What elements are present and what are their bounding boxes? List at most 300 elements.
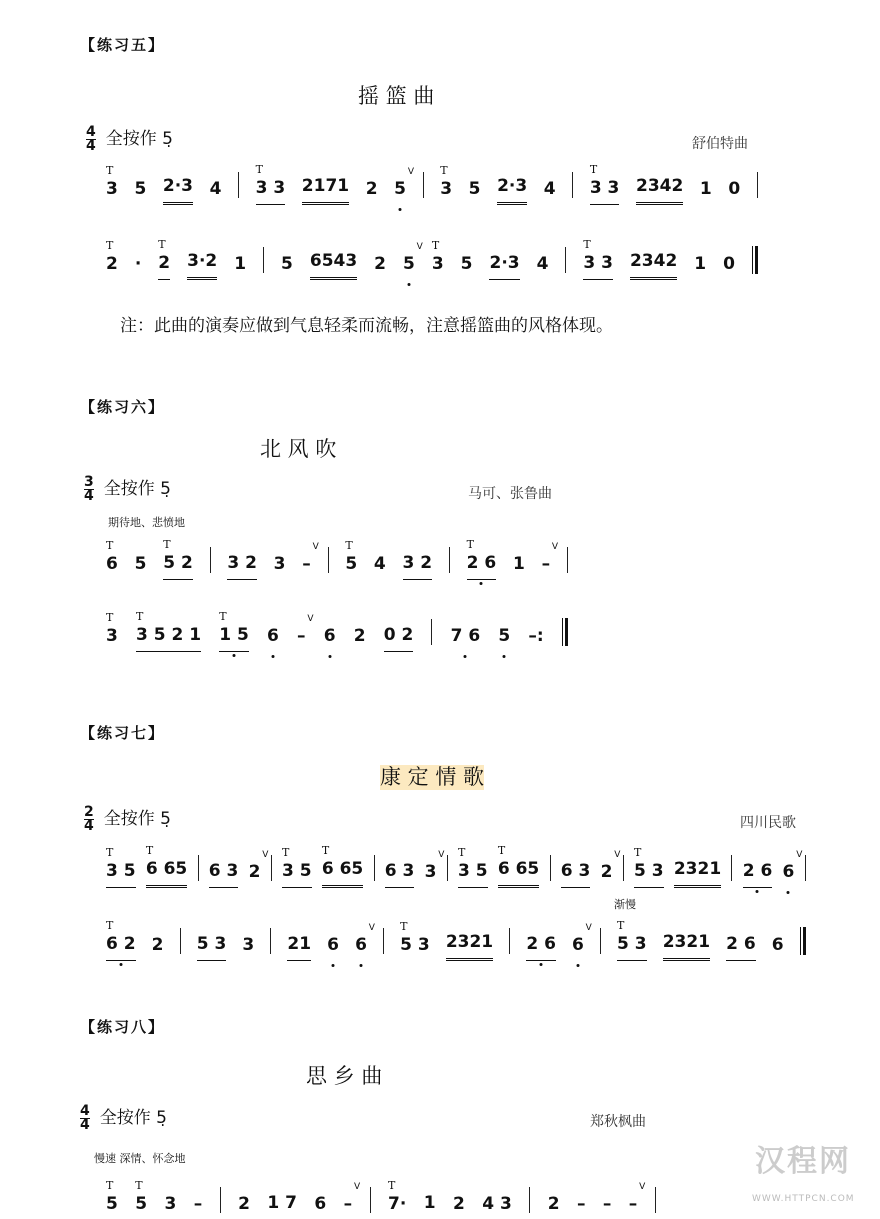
note-text: 5 [403, 254, 415, 274]
note [772, 935, 784, 961]
key-indication: 全按作 5̣ [99, 1108, 167, 1129]
note [134, 179, 146, 205]
note [302, 542, 319, 580]
note-text: 1 [512, 554, 525, 574]
note [219, 610, 249, 652]
song-title: 康 定 情 歌 [380, 765, 485, 789]
tempo-marking: 渐慢 [614, 898, 636, 911]
tongue-mark: T [466, 538, 474, 551]
note-text: 2 6 [726, 934, 756, 954]
note-text: 0 [723, 254, 735, 274]
note-text: 3 [106, 179, 118, 199]
note [327, 935, 339, 961]
barline [220, 1187, 221, 1213]
barline [550, 855, 551, 881]
time-signature: $\frac{2}{4}$ [84, 804, 94, 834]
meter [86, 126, 173, 153]
note [194, 1194, 203, 1219]
note [106, 239, 118, 280]
note [528, 626, 543, 652]
note [355, 923, 375, 961]
note-text: –: [528, 626, 544, 646]
key-indication: 全按作 5̣ [105, 129, 173, 150]
note [106, 919, 136, 961]
low-octave-dot [756, 890, 759, 893]
note-text: – [541, 554, 551, 574]
tongue-mark: T [219, 610, 227, 623]
note [354, 626, 366, 652]
low-octave-dot [480, 582, 483, 585]
note [145, 844, 188, 888]
note [600, 850, 621, 888]
note-text: 3 3 [589, 178, 620, 198]
note-text: 6 [782, 862, 795, 882]
note [135, 554, 147, 580]
note-text: 3 5 2 1 [136, 625, 202, 645]
note-text: 2·3 [162, 176, 193, 196]
song-title: 思 乡 曲 [306, 1064, 383, 1088]
breath-mark: V [796, 850, 803, 860]
low-octave-dot [233, 654, 236, 657]
tongue-mark: T [388, 1179, 396, 1192]
breath-mark: V [354, 1182, 361, 1192]
note [106, 611, 118, 652]
note [106, 1179, 118, 1219]
note [498, 626, 510, 652]
tempo-direction: 期待地、悲愤地 [108, 516, 185, 529]
note [163, 538, 193, 580]
music-line [106, 1180, 656, 1219]
barline [449, 547, 450, 573]
tongue-mark: T [106, 919, 114, 932]
barline [198, 855, 199, 881]
note [163, 176, 193, 205]
note [321, 844, 364, 888]
note [248, 850, 269, 888]
note [310, 251, 357, 280]
note-text: 3 2 [402, 553, 433, 573]
note [384, 625, 414, 652]
barline [757, 172, 758, 198]
note [424, 850, 445, 888]
note [403, 553, 433, 580]
breath-mark: V [438, 850, 445, 860]
low-octave-dot [360, 964, 363, 967]
note-text: 5 2 [163, 553, 193, 573]
note-text: 2 [238, 1194, 250, 1214]
tongue-mark: T [400, 920, 408, 933]
note-text: 3 [242, 935, 255, 955]
note-text: 2171 [301, 176, 350, 196]
watermark-logo: 汉程网 [755, 1144, 851, 1179]
note [343, 1182, 361, 1219]
note [403, 242, 423, 280]
note [424, 1193, 436, 1219]
note [726, 934, 756, 961]
final-barline [562, 618, 568, 646]
barline [180, 928, 181, 954]
note [451, 626, 481, 652]
note-text: 2 6 [526, 934, 556, 954]
low-octave-dot [576, 964, 579, 967]
music-line [106, 844, 806, 888]
note-text: 3 3 [255, 178, 286, 198]
note [238, 1194, 250, 1219]
note [663, 932, 710, 961]
tongue-mark: T [106, 611, 114, 624]
time-signature: $\frac{3}{4}$ [84, 474, 94, 504]
music-line [106, 165, 758, 205]
tongue-mark: T [458, 846, 466, 859]
note [526, 934, 556, 961]
note [242, 935, 254, 961]
note-text: 4 [209, 179, 222, 199]
exercise-label: 【练习五】 [80, 36, 166, 54]
note [513, 554, 525, 580]
barline [600, 928, 601, 954]
time-signature: $\frac{4}{4}$ [86, 124, 96, 154]
note-text: 2 [365, 179, 378, 199]
note [394, 167, 414, 205]
breath-mark: V [585, 923, 592, 933]
exercise-label: 【练习七】 [80, 724, 166, 742]
tongue-mark: T [106, 846, 114, 859]
breath-mark: V [407, 167, 414, 177]
note-text: 5 [394, 179, 406, 199]
note-text: 2 [547, 1194, 560, 1214]
note [497, 844, 540, 888]
low-octave-dot [503, 655, 506, 658]
note [255, 163, 286, 205]
time-signature: $\frac{4}{4}$ [80, 1103, 90, 1133]
barline [383, 928, 384, 954]
barline [270, 928, 271, 954]
low-octave-dot [787, 891, 790, 894]
note [572, 923, 592, 961]
note [469, 179, 481, 205]
note-text: 1 [234, 254, 247, 274]
note-text: – [343, 1194, 353, 1214]
music-line [106, 540, 568, 580]
note-text: – [302, 554, 311, 574]
low-octave-dot [540, 963, 543, 966]
note [561, 861, 591, 888]
note-text: 5 [134, 179, 147, 199]
note-text: 5 [106, 1194, 118, 1214]
barline [328, 547, 329, 573]
note [589, 163, 620, 205]
meter [84, 476, 171, 503]
note-text: 1 5 [219, 625, 249, 645]
note-text: – [602, 1194, 612, 1214]
note-text: 5 3 [617, 934, 647, 954]
note [324, 626, 336, 652]
note-text: 6 3 [208, 861, 239, 881]
note-text: – [628, 1194, 638, 1214]
tongue-mark: T [583, 238, 591, 251]
tongue-mark: T [440, 164, 448, 177]
note-text: – [193, 1194, 203, 1214]
note-text: 4 [543, 179, 556, 199]
note-text: 2321 [445, 932, 494, 952]
note [165, 1194, 177, 1219]
note [674, 859, 721, 888]
note-text: 7 6 [450, 626, 481, 646]
barline [572, 172, 573, 198]
barline [447, 855, 448, 881]
note [210, 179, 222, 205]
note-text: 6 [314, 1194, 327, 1214]
note [314, 1194, 326, 1219]
note [281, 254, 293, 280]
note [234, 254, 246, 280]
tongue-mark: T [345, 539, 353, 552]
tongue-mark: T [106, 539, 114, 552]
barline [431, 619, 432, 645]
music-line [106, 240, 758, 280]
note [544, 179, 556, 205]
tongue-mark: T [321, 844, 330, 857]
breath-mark: V [416, 242, 423, 252]
exercise-label: 【练习六】 [80, 398, 166, 416]
note [743, 861, 773, 888]
breath-mark: V [307, 614, 314, 624]
note-text: 6 [267, 626, 279, 646]
note [630, 251, 677, 280]
note [583, 238, 613, 280]
tongue-mark: T [617, 919, 625, 932]
note-text: 6 [323, 626, 336, 646]
note [431, 239, 444, 280]
note-text: 3 [431, 254, 444, 274]
low-octave-dot [271, 655, 274, 658]
breath-mark: V [368, 923, 375, 933]
note [489, 253, 519, 280]
barline [423, 172, 424, 198]
note-text: 5 [498, 626, 511, 646]
tongue-mark: T [255, 163, 263, 176]
note-text: – [576, 1194, 586, 1214]
tongue-mark: T [158, 238, 166, 251]
note-text: 6 65 [145, 859, 188, 879]
note-text: 2 [453, 1194, 465, 1214]
note [135, 254, 141, 280]
note-text: 3 [440, 179, 453, 199]
note-text: 2 [151, 935, 164, 955]
note [548, 1194, 560, 1219]
note [603, 1194, 612, 1219]
note [634, 846, 664, 888]
note [617, 919, 647, 961]
final-barline [752, 246, 758, 274]
tongue-mark: T [145, 844, 154, 857]
note-text: 3 [273, 554, 286, 574]
music-line [106, 921, 806, 961]
note [274, 554, 286, 580]
key-indication: 全按作 5̣ [103, 809, 171, 830]
note [497, 176, 527, 205]
tongue-mark: T [136, 610, 144, 623]
note-text: 0 [728, 179, 741, 199]
note [287, 934, 311, 961]
note-text: 4 [373, 554, 386, 574]
barline [655, 1187, 656, 1213]
barline [370, 1187, 371, 1213]
note-text: 4 3 [482, 1194, 512, 1214]
note-text: 6 65 [321, 859, 364, 879]
note-text: 1 [699, 179, 712, 199]
note-text: 5 [460, 254, 473, 274]
note-text: 5 3 [196, 934, 227, 954]
low-octave-dot [464, 655, 467, 658]
note [482, 1194, 512, 1219]
composer: 舒伯特曲 [692, 136, 748, 152]
note-text: 5 3 [400, 935, 430, 955]
note [453, 1194, 465, 1219]
note [388, 1179, 407, 1219]
note-text: 2342 [629, 251, 678, 271]
barline [623, 855, 624, 881]
note-text: 21 [287, 934, 312, 954]
note-text: 1 7 [267, 1193, 297, 1213]
barline [374, 855, 375, 881]
note [152, 935, 164, 961]
tongue-mark: T [497, 844, 506, 857]
note-text: – [297, 626, 306, 646]
note [135, 1179, 148, 1219]
note [728, 179, 740, 205]
note [197, 934, 227, 961]
tongue-mark: T [163, 538, 171, 551]
note-text: 6 [572, 935, 584, 955]
note-text: 3 5 [106, 861, 136, 881]
barline [529, 1187, 530, 1213]
note-text: 3 [424, 862, 437, 882]
song-title: 北 风 吹 [260, 437, 337, 461]
note-text: 0 2 [383, 625, 414, 645]
note [282, 846, 312, 888]
note [446, 932, 493, 961]
note [782, 850, 803, 888]
note-text: 2 [600, 862, 613, 882]
meter [80, 1105, 167, 1132]
note-text: 3 [164, 1194, 177, 1214]
note [628, 1182, 646, 1219]
note-text: 3 2 [227, 553, 257, 573]
note-text: 3 5 [282, 861, 312, 881]
note [577, 1194, 586, 1219]
barline [263, 247, 264, 273]
note-text: 3·2 [187, 251, 218, 271]
tongue-mark: T [634, 846, 642, 859]
note-text: 5 [135, 1194, 148, 1214]
note-text: 6 [327, 935, 340, 955]
note-text: 1 [694, 254, 707, 274]
meter [84, 806, 171, 833]
note-text: 3 3 [583, 253, 613, 273]
note-text: 6 3 [560, 861, 591, 881]
note-text: 5 [281, 254, 293, 274]
barline [509, 928, 510, 954]
tempo-direction: 慢速 深情、怀念地 [94, 1152, 186, 1165]
note-text: 2 6 [742, 861, 773, 881]
note-text: 5 [345, 554, 358, 574]
tongue-mark: T [106, 1179, 114, 1192]
note [700, 179, 712, 205]
note-text: 6543 [309, 251, 358, 271]
note [636, 176, 683, 205]
tongue-mark: T [589, 163, 598, 176]
note [385, 861, 415, 888]
note [461, 254, 473, 280]
breath-mark: V [614, 850, 621, 860]
tongue-mark: T [135, 1179, 143, 1192]
note [694, 254, 706, 280]
note-text: 6 65 [497, 859, 540, 879]
note [227, 553, 257, 580]
note [537, 254, 549, 280]
note [458, 846, 488, 888]
note [466, 538, 497, 580]
note-text: 2 [158, 253, 171, 273]
note [267, 626, 279, 652]
note-text: 6 2 [106, 934, 136, 954]
note-text: 6 [106, 554, 118, 574]
note-text: 6 3 [384, 861, 415, 881]
tongue-mark: T [106, 164, 114, 177]
note [106, 164, 118, 205]
breath-mark: V [262, 850, 269, 860]
note [400, 920, 430, 961]
barline [565, 247, 566, 273]
note [297, 614, 314, 652]
barline [567, 547, 568, 573]
low-octave-dot [119, 963, 122, 966]
song-title: 摇 篮 曲 [358, 84, 435, 108]
note [374, 554, 386, 580]
exercise-label: 【练习八】 [80, 1018, 166, 1036]
composer: 马可、张鲁曲 [468, 486, 552, 502]
low-octave-dot [328, 655, 331, 658]
note-text: 5 [468, 179, 481, 199]
note [106, 846, 136, 888]
composer: 郑秋枫曲 [590, 1114, 646, 1130]
breath-mark: V [551, 542, 559, 552]
watermark-url: WWW.HTTPCN.COM [752, 1194, 855, 1204]
note-text: 1 [423, 1193, 436, 1213]
note-text: 4 [536, 254, 549, 274]
composer: 四川民歌 [740, 815, 796, 831]
note [374, 254, 386, 280]
note [267, 1193, 297, 1219]
low-octave-dot [399, 208, 402, 211]
note-text: 2321 [662, 932, 711, 952]
note [106, 539, 118, 580]
barline [210, 547, 211, 573]
note [158, 238, 171, 280]
barline [238, 172, 239, 198]
music-line [106, 612, 568, 652]
note-text: 5 [134, 554, 147, 574]
note [302, 176, 349, 205]
low-octave-dot [332, 964, 335, 967]
note-text: 3 [106, 626, 118, 646]
note-text: 2 6 [466, 553, 497, 573]
breath-mark: V [639, 1182, 646, 1192]
note [366, 179, 378, 205]
note-text: 3 5 [458, 861, 488, 881]
barline [271, 855, 272, 881]
